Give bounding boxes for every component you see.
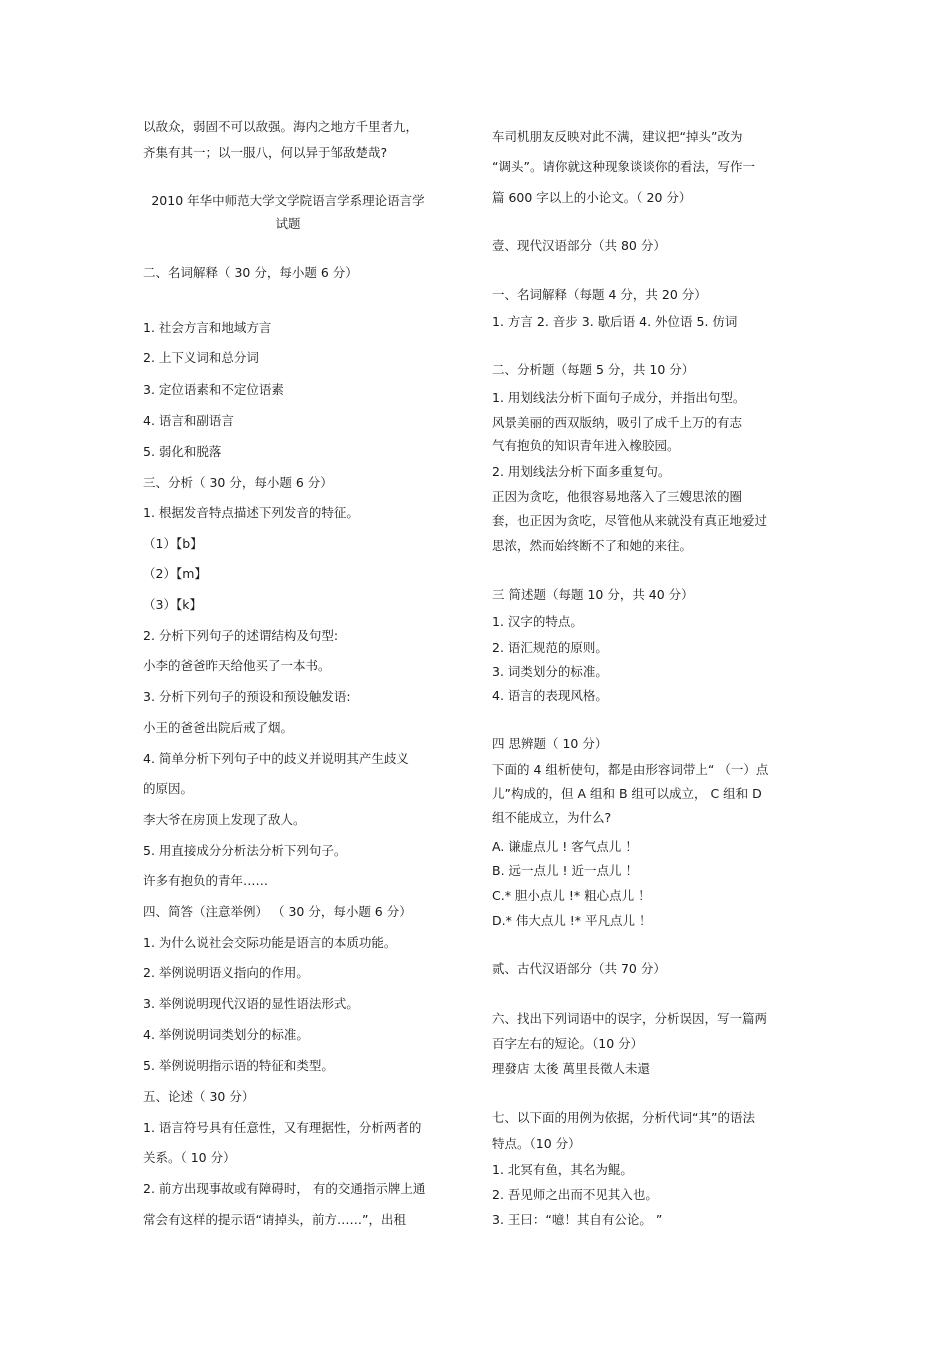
section-heading: 二、分析题（每题 5 分，共 10 分） — [492, 362, 695, 377]
question-item: 篇 600 字以上的小论文。（ 20 分） — [492, 190, 692, 205]
question-item: 1. 根据发音特点描述下列发音的特征。 — [143, 505, 359, 520]
question-item: 关系。（ 10 分） — [143, 1150, 236, 1165]
question-item: 2. 语汇规范的原则。 — [492, 640, 608, 655]
question-item: 2. 分析下列句子的述谓结构及句型: — [143, 628, 339, 643]
question-item: 百字左右的短论。（10 分） — [492, 1036, 644, 1051]
question-item: 2. 吾见师之出而不见其入也。 — [492, 1187, 658, 1202]
question-item: 风景美丽的西双版纳，吸引了成千上万的有志 — [492, 415, 743, 430]
question-item: 5. 弱化和脱落 — [143, 444, 222, 459]
question-item: 2. 用划线法分析下面多重复句。 — [492, 464, 671, 479]
question-item: 小李的爸爸昨天给他买了一本书。 — [143, 658, 331, 673]
exam-title: 试题 — [275, 216, 301, 231]
question-item: 1. 社会方言和地域方言 — [143, 320, 272, 335]
question-item: 2. 前方出现事故或有障碍时， 有的交通指示牌上通 — [143, 1181, 426, 1196]
question-item: （1）【b】 — [143, 536, 203, 551]
question-item: 4. 简单分析下列句子中的歧义并说明其产生歧义 — [143, 751, 409, 766]
question-item: 5. 举例说明指示语的特征和类型。 — [143, 1058, 334, 1073]
section-heading: 四、简答（注意举例） （ 30 分，每小题 6 分） — [143, 904, 412, 919]
question-item: 正因为贪吃，他很容易地落入了三嫂思浓的圈 — [492, 489, 743, 504]
question-item: 思浓，然而始终断不了和她的来往。 — [492, 538, 693, 553]
question-item: 小王的爸爸出院后戒了烟。 — [143, 720, 294, 735]
question-item: 儿”构成的，但 A 组和 B 组可以成立， C 组和 D — [492, 786, 762, 801]
section-heading: 四 思辨题（ 10 分） — [492, 736, 608, 751]
question-item: 2. 举例说明语义指向的作用。 — [143, 965, 309, 980]
option-item: B. 远一点儿 ! 近一点儿 ！ — [492, 863, 638, 878]
question-item: 4. 语言和副语言 — [143, 413, 234, 428]
part-heading: 壹、现代汉语部分（共 80 分） — [492, 238, 666, 253]
question-item: 3. 词类划分的标准。 — [492, 664, 608, 679]
question-item: 1. 北冥有鱼，其名为鲲。 — [492, 1162, 633, 1177]
question-item: 5. 用直接成分分析法分析下列句子。 — [143, 843, 347, 858]
question-item: 3. 举例说明现代汉语的显性语法形式。 — [143, 996, 359, 1011]
question-item: 1. 汉字的特点。 — [492, 614, 583, 629]
intro-line: 以敌众，弱固不可以敌强。海内之地方千里者九， — [143, 119, 419, 134]
question-item: 套，也正因为贪吃，尽管他从来就没有真正地爱过 — [492, 513, 768, 528]
question-item: 1. 方言 2. 音步 3. 歇后语 4. 外位语 5. 仿词 — [492, 314, 738, 329]
option-item: C.* 胆小点儿 !* 粗心点儿 ！ — [492, 888, 651, 903]
question-item: 3. 分析下列句子的预设和预设触发语: — [143, 689, 351, 704]
part-heading: 贰、古代汉语部分（共 70 分） — [492, 961, 666, 976]
question-item: 3. 定位语素和不定位语素 — [143, 382, 284, 397]
question-item: 李大爷在房顶上发现了敌人。 — [143, 812, 306, 827]
question-item: 1. 用划线法分析下面句子成分，并指出句型。 — [492, 390, 746, 405]
question-item: 特点。（10 分） — [492, 1136, 581, 1151]
question-item: 的原因。 — [143, 781, 194, 796]
question-item: 许多有抱负的青年…… — [143, 873, 269, 888]
question-item: 2. 上下义词和总分词 — [143, 350, 259, 365]
question-item: 车司机朋友反映对此不满，建议把“掉头”改为 — [492, 129, 743, 144]
section-heading: 五、论述（ 30 分） — [143, 1089, 255, 1104]
question-item: 4. 语言的表现风格。 — [492, 688, 608, 703]
question-item: 1. 为什么说社会交际功能是语言的本质功能。 — [143, 935, 397, 950]
question-item: 理發店 太後 萬里長徵人未還 — [492, 1061, 650, 1076]
question-item: 组不能成立，为什么? — [492, 810, 612, 825]
question-item: （3）【k】 — [143, 597, 202, 612]
section-heading: 六、找出下列词语中的误字，分析误因，写一篇两 — [492, 1011, 768, 1026]
question-item: 气有抱负的知识青年进入橡胶园。 — [492, 438, 680, 453]
section-heading: 三 简述题（每题 10 分，共 40 分） — [492, 587, 694, 602]
question-item: 4. 举例说明词类划分的标准。 — [143, 1027, 309, 1042]
section-heading: 七、以下面的用例为依据，分析代词“其”的语法 — [492, 1110, 755, 1125]
section-heading: 一、名词解释（每题 4 分，共 20 分） — [492, 287, 707, 302]
question-item: “调头”。请你就这种现象谈谈你的看法，写作一 — [492, 159, 755, 174]
question-item: 1. 语言符号具有任意性，又有理据性，分析两者的 — [143, 1120, 422, 1135]
exam-title: 2010 年华中师范大学文学院语言学系理论语言学 — [151, 193, 425, 208]
intro-line: 齐集有其一；以一服八，何以异于邹敌楚哉? — [143, 145, 388, 160]
question-item: 3. 王曰：“噫！其自有公论。 ” — [492, 1212, 663, 1227]
question-item: 常会有这样的提示语“请掉头，前方……”，出租 — [143, 1212, 406, 1227]
option-item: D.* 伟大点儿 !* 平凡点儿 ！ — [492, 913, 652, 928]
question-item: （2）【m】 — [143, 566, 207, 581]
option-item: A. 谦虚点儿 ! 客气点儿 ！ — [492, 839, 638, 854]
section-heading: 三、分析（ 30 分，每小题 6 分） — [143, 475, 333, 490]
section-heading: 二、名词解释（ 30 分，每小题 6 分） — [143, 265, 358, 280]
question-item: 下面的 4 组析使句，都是由形容词带上“ （一）点 — [492, 762, 769, 777]
